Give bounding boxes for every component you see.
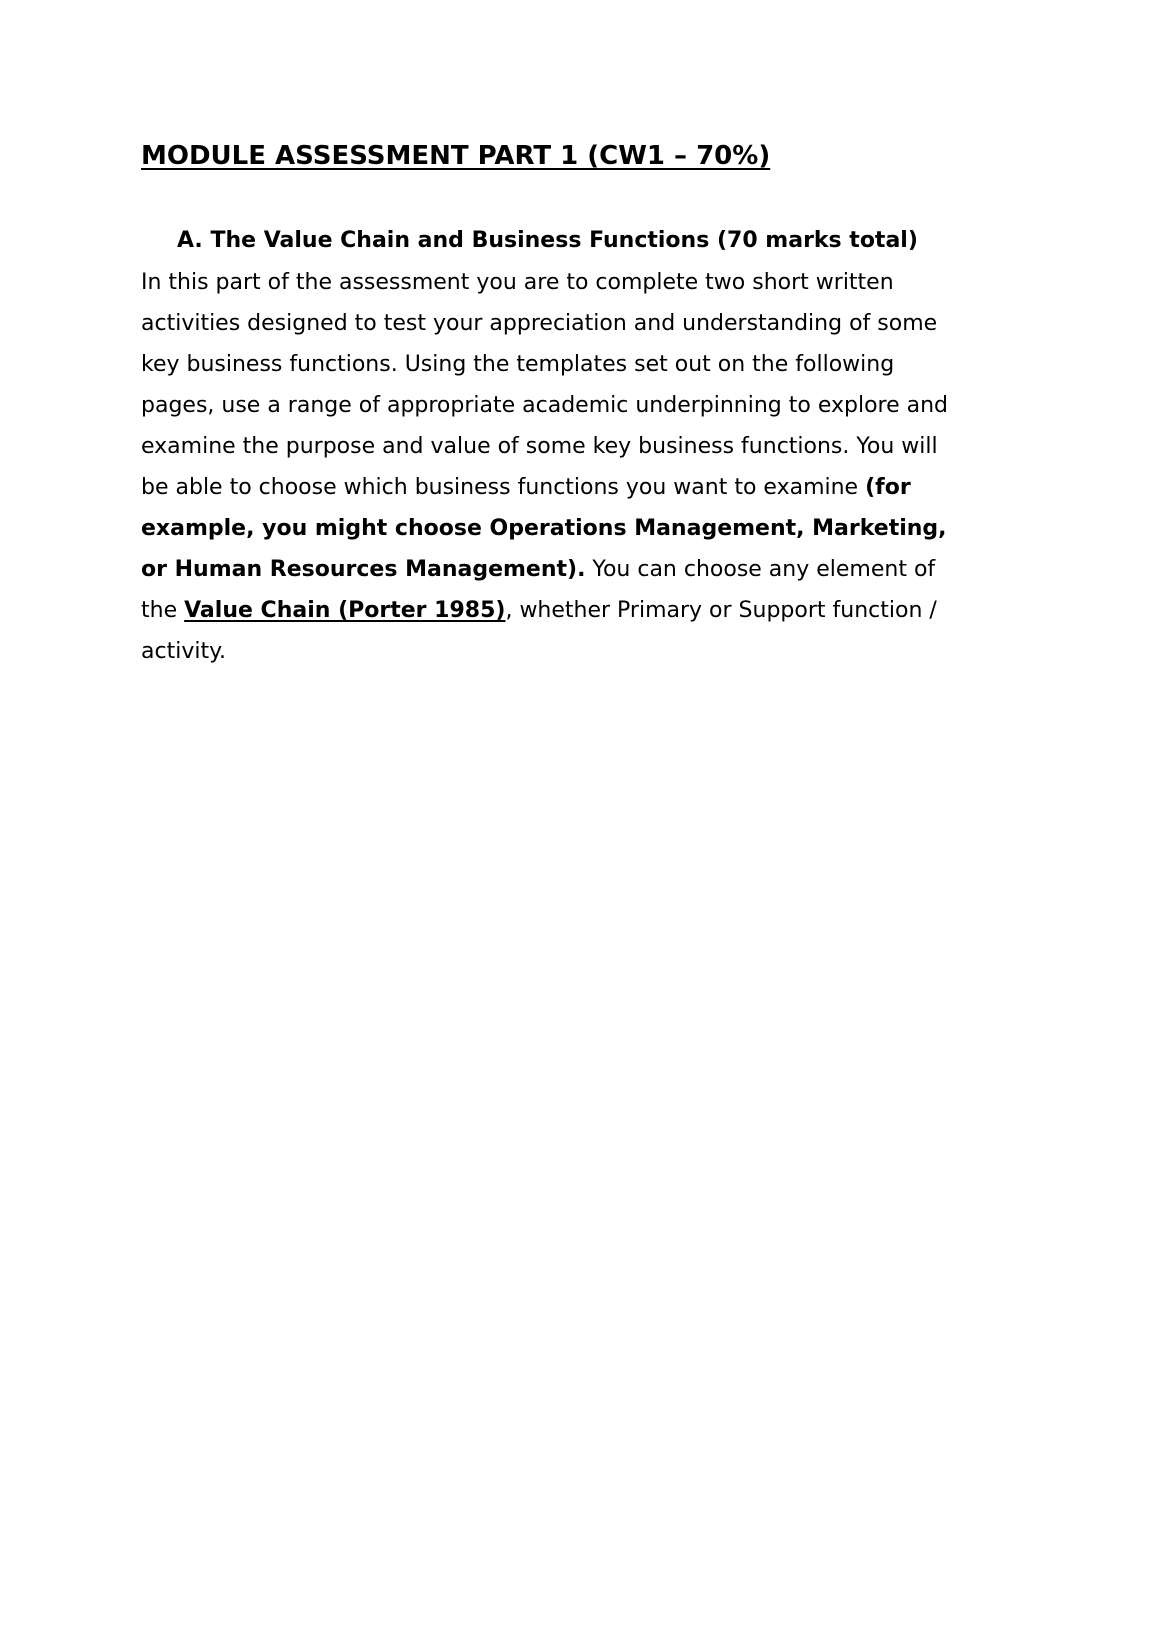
line-text: be able to choose which business functions you want to examine [141,475,866,500]
paragraph-line-1 [141,262,1021,303]
value-chain-reference: Value Chain (Porter 1985) [184,598,506,623]
bold-text: (for [865,475,911,500]
section-heading: A. The Value Chain and Business Functions (70 marks total) [177,228,918,253]
line-text: pages, use a range of appropriate academic underpinning to explore and [141,393,949,418]
line-text: activities designed to test your appreciation and understanding of some [141,311,938,336]
line-text: , whether Primary or Support function / [505,598,937,623]
line-text: activity. [141,639,226,664]
paragraph-line-5 [141,426,1021,467]
paragraph-line-4 [141,385,1021,426]
paragraph-line-6 [141,467,1021,508]
page-title: MODULE ASSESSMENT PART 1 (CW1 – 70%) [141,141,771,171]
body-paragraph [141,262,1021,672]
line-text: In this part of the assessment you are to complete two short written [141,270,894,295]
paragraph-line-7 [141,508,1021,549]
paragraph-line-10 [141,631,1021,672]
bold-text: or Human Resources Management). [141,557,586,582]
paragraph-line-8 [141,549,1021,590]
paragraph-line-9 [141,590,1021,631]
line-text: You can choose any element of [585,557,936,582]
paragraph-line-2 [141,303,1021,344]
line-text: key business functions. Using the templates set out on the following [141,352,895,377]
bold-text: example, you might choose Operations Management, Marketing, [141,516,947,541]
line-text: examine the purpose and value of some key business functions. You will [141,434,938,459]
line-text-prefix: the [141,598,185,623]
paragraph-line-3 [141,344,1021,385]
